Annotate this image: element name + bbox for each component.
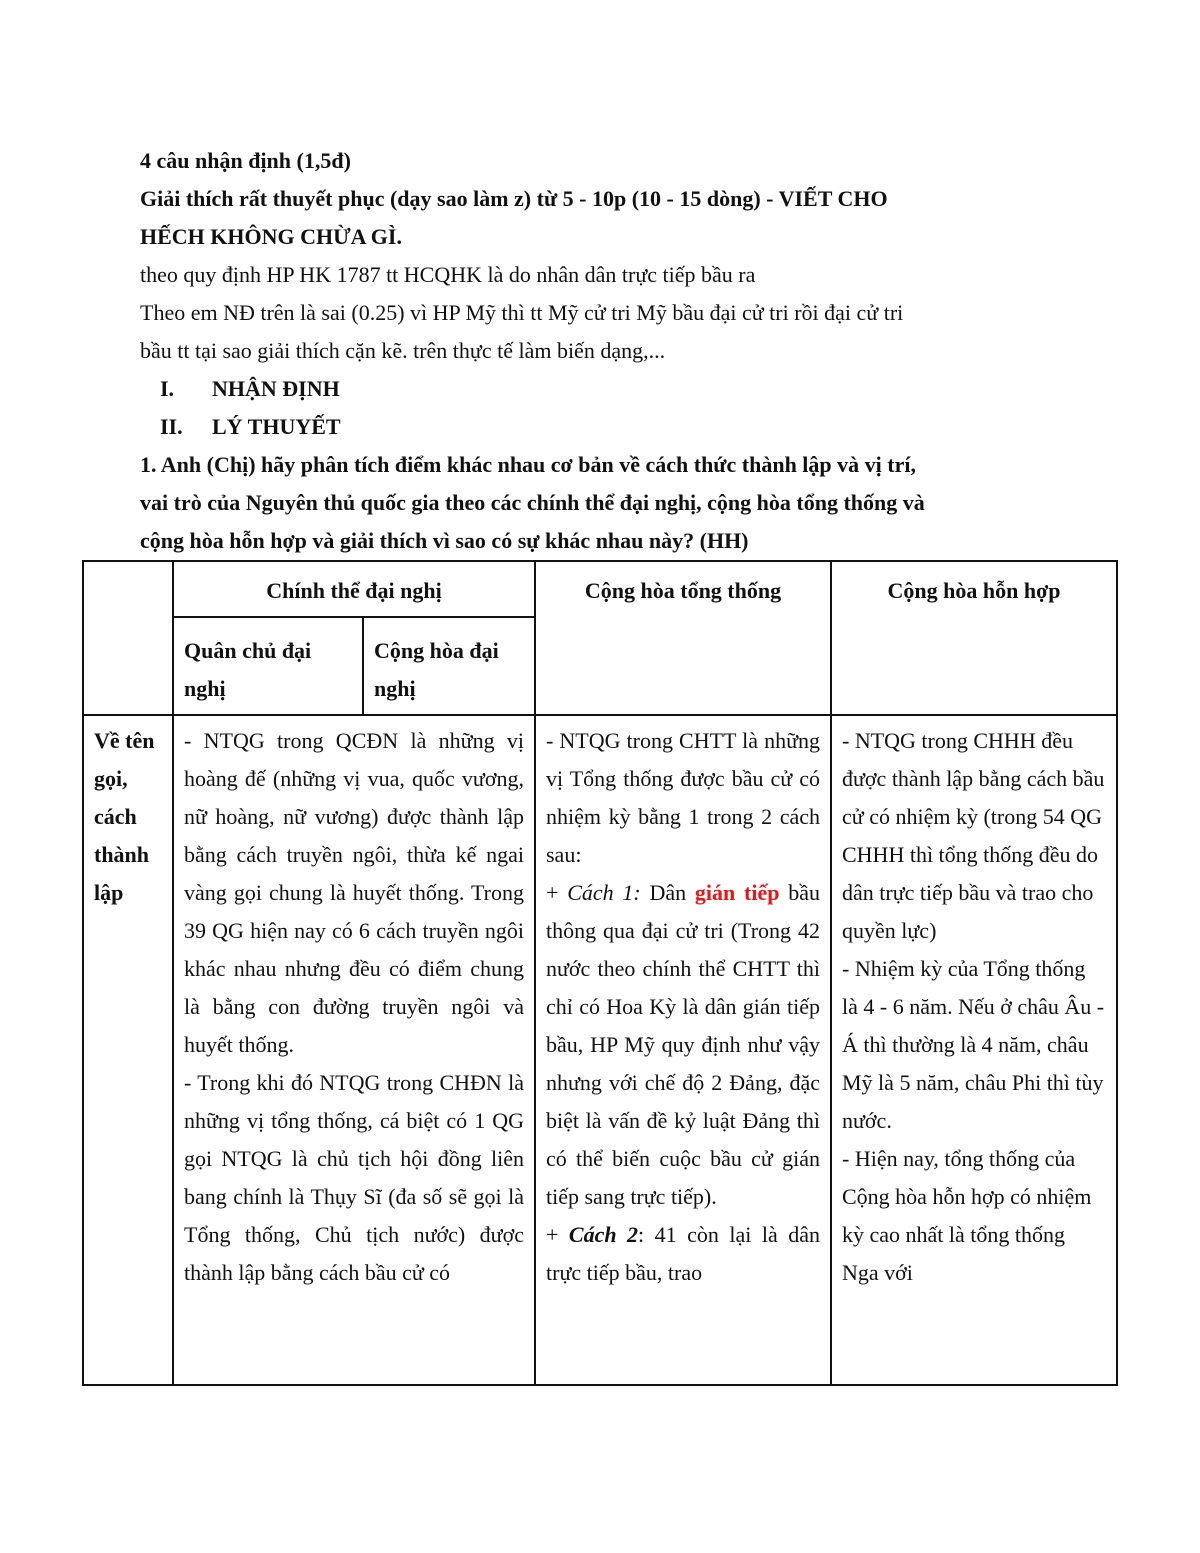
row-label: Về tên gọi, cách thành lập bbox=[83, 715, 173, 1385]
document-body bbox=[140, 142, 1040, 560]
header-cong-hoa-hon-hop: Cộng hòa hỗn hợp bbox=[831, 561, 1117, 715]
comparison-table bbox=[82, 560, 1118, 1386]
header-dai-nghi: Chính thể đại nghị bbox=[173, 561, 535, 617]
chhh-paragraph-2: - Nhiệm kỳ của Tổng thống là 4 - 6 năm. Nếu ở châu Âu - Á thì thường là 4 năm, châu Mỹ là 5 năm, châu Phi thì tùy nước. bbox=[842, 956, 1105, 1133]
dai-nghi-paragraph-2: - Trong khi đó NTQG trong CHĐN là những vị tổng thống, cá biệt có 1 QG gọi NTQG là chủ tịch hội đồng liên bang chính là Thụy Sĩ (đa số sẽ gọi là Tổng thống, Chủ tịch nước) được thành lập bằng cách bầu cử có bbox=[184, 1070, 524, 1285]
chhh-paragraph-3: - Hiện nay, tổng thống của Cộng hòa hỗn hợp có nhiệm kỳ cao nhất là tổng thống Nga với bbox=[842, 1146, 1092, 1285]
intro-note-2: Theo em NĐ trên là sai (0.25) vì HP Mỹ thì tt Mỹ cử tri Mỹ bầu đại cử tri rồi đại cử tri bbox=[140, 300, 904, 325]
intro-instruction-line-2: HẾCH KHÔNG CHỪA GÌ. bbox=[140, 224, 402, 249]
cell-cong-hoa-tong-thong bbox=[535, 715, 831, 1385]
table-row bbox=[83, 715, 1117, 1385]
header-cong-hoa-tong-thong: Cộng hòa tổng thống bbox=[535, 561, 831, 715]
section-heading-1: I. NHẬN ĐỊNH bbox=[160, 376, 340, 401]
intro-instruction-line-1: Giải thích rất thuyết phục (dạy sao làm z) từ 5 - 10p (10 - 15 dòng) - VIẾT CHO bbox=[140, 186, 888, 211]
chtt-method-1: + Cách 1: Dân gián tiếp bầu thông qua đại cử tri (Trong 42 nước theo chính thể CHTT thì chỉ có Hoa Kỳ là dân gián tiếp bầu, HP Mỹ quy định như vậy nhưng với chế độ 2 Đảng, đặc biệt là vấn đề kỷ luật Đảng thì có thể biến cuộc bầu cử gián tiếp sang trực tiếp). bbox=[546, 880, 820, 1209]
chhh-paragraph-1: - NTQG trong CHHH đều được thành lập bằng cách bầu cử có nhiệm kỳ (trong 54 QG CHHH thì tổng thống đều do dân trực tiếp bầu và trao cho quyền lực) bbox=[842, 728, 1105, 943]
table-header-row bbox=[83, 561, 1117, 617]
question-line-1: 1. Anh (Chị) hãy phân tích điểm khác nhau cơ bản về cách thức thành lập và vị trí, bbox=[140, 452, 916, 477]
corner-cell bbox=[83, 561, 173, 715]
dai-nghi-paragraph-1: - NTQG trong QCĐN là những vị hoàng đế (những vị vua, quốc vương, nữ hoàng, nữ vương) được thành lập bằng cách truyền ngôi, thừa kế ngai vàng gọi chung là huyết thống. Trong 39 QG hiện nay có 6 cách truyền ngôi khác nhau nhưng đều có điểm chung là bằng con đường truyền ngôi và huyết thống. bbox=[184, 728, 524, 1057]
chtt-paragraph-1: - NTQG trong CHTT là những vị Tổng thống được bầu cử có nhiệm kỳ bằng 1 trong 2 cách sau: bbox=[546, 728, 820, 867]
subheader-cong-hoa-dai-nghi: Cộng hòa đại nghị bbox=[363, 617, 535, 715]
intro-note-3: bầu tt tại sao giải thích cặn kẽ. trên thực tế làm biến dạng,... bbox=[140, 338, 666, 363]
cell-cong-hoa-hon-hop bbox=[831, 715, 1117, 1385]
subheader-quan-chu-dai-nghi: Quân chủ đại nghị bbox=[173, 617, 363, 715]
section-heading-2: II. LÝ THUYẾT bbox=[160, 414, 341, 439]
question-line-2: vai trò của Nguyên thủ quốc gia theo các chính thể đại nghị, cộng hòa tổng thống và bbox=[140, 490, 925, 515]
section-headings bbox=[140, 370, 1040, 446]
chtt-method-2: + Cách 2: 41 còn lại là dân trực tiếp bầu, trao bbox=[546, 1222, 820, 1285]
highlight-gian-tiep: gián tiếp bbox=[694, 880, 780, 905]
question-line-3: cộng hòa hỗn hợp và giải thích vì sao có sự khác nhau này? (HH) bbox=[140, 528, 749, 553]
intro-note-1: theo quy định HP HK 1787 tt HCQHK là do nhân dân trực tiếp bầu ra bbox=[140, 262, 756, 287]
cell-dai-nghi bbox=[173, 715, 535, 1385]
intro-title: 4 câu nhận định (1,5đ) bbox=[140, 148, 351, 173]
